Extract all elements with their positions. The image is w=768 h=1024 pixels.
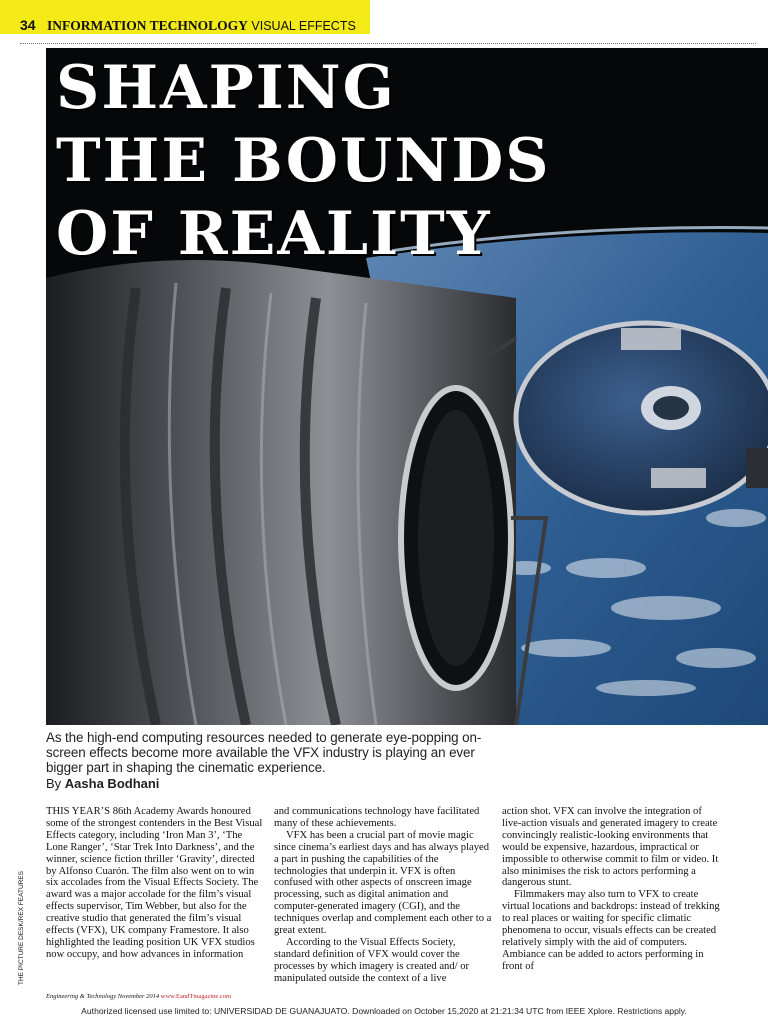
page-number: 34 [20, 17, 36, 33]
body-paragraph: THIS YEAR’S 86th Academy Awards honoured some of the strongest contenders in the Best Visual Effects category, including ‘Iron Man 3’, ‘The Lone Ranger’, ‘Star Trek Into Darkness’, and the winner, science fiction thriller ‘Gravity’, directed by Alfonso Cuarón. The film also went on to win six accolades from the Visual Effects Society. The award was a major accolade for the film’s visual effects supervisor, Tim Webber, but also for the creative studio that generated the film’s visual effects (VFX), UK company Framestore. It also highlighted the leading position UK VFX studios now occupy, and how advances in information [46, 806, 263, 960]
footer-journal [46, 993, 231, 1000]
body-paragraph: Filmmakers may also turn to VFX to create virtual locations and backdrops: instead of trekking to real places or waiting for specific climatic phenomena to occur, visuals effects can be created relatively simply with the aid of computers. Ambiance can be added to actors performing in front of [502, 889, 720, 972]
headline [56, 52, 551, 271]
hero-photo [46, 48, 768, 725]
journal-name: Engineering & Technology November 2014 [46, 993, 160, 1000]
photo-credit: THE PICTURE DESK/REX FEATURES [18, 870, 25, 985]
section-primary: INFORMATION TECHNOLOGY [47, 18, 248, 33]
byline-author: Aasha Bodhani [64, 776, 160, 791]
body-column-1 [46, 806, 264, 961]
body-paragraph: and communications technology have facilitated many of these achievements. [274, 806, 480, 829]
byline-prefix: By [46, 776, 62, 791]
body-paragraph: VFX has been a crucial part of movie magic since cinema’s earliest days and has always played a part in pushing the capabilities of the technologies that underpin it. VFX is often confused with other aspects of onscreen image processing, such as digital animation and computer-generated imagery (CGI), and the techniques overlap and complement each other to a great extent. [274, 829, 492, 937]
header-divider [20, 43, 756, 44]
standfirst: As the high-end computing resources needed to generate eye-popping on-screen effects become more available the VFX industry is playing an ever bigger part in shaping the cinematic experience. [46, 730, 482, 775]
section-secondary: VISUAL EFFECTS [251, 19, 356, 33]
body-paragraph: According to the Visual Effects Society, standard definition of VFX would cover the processes by which imagery is created and/ or manipulated outside the context of a live [274, 936, 470, 984]
headline-line-3: OF REALITY [56, 199, 492, 269]
headline-line-2: THE BOUNDS [56, 126, 551, 196]
headline-line-1: SHAPING [56, 53, 396, 123]
section-label [47, 18, 356, 34]
body-paragraph: action shot. VFX can involve the integration of live-action visuals and generated imagery to create convincingly realistic-looking environments that would be expensive, hazardous, impractical or impossible to otherwise commit to film or video. It also minimises the risk to actors performing a dangerous stunt. [502, 806, 719, 889]
body-column-3 [502, 806, 722, 973]
body-column-2 [274, 806, 492, 985]
journal-url[interactable]: www.EandTmagazine.com [160, 993, 232, 1000]
license-notice: Authorized licensed use limited to: UNIVERSIDAD DE GUANAJUATO. Downloaded on October 15,2020 at 21:21:34 UTC from IEEE Xplore. Restrictions apply. [81, 1006, 687, 1016]
byline [46, 776, 159, 791]
